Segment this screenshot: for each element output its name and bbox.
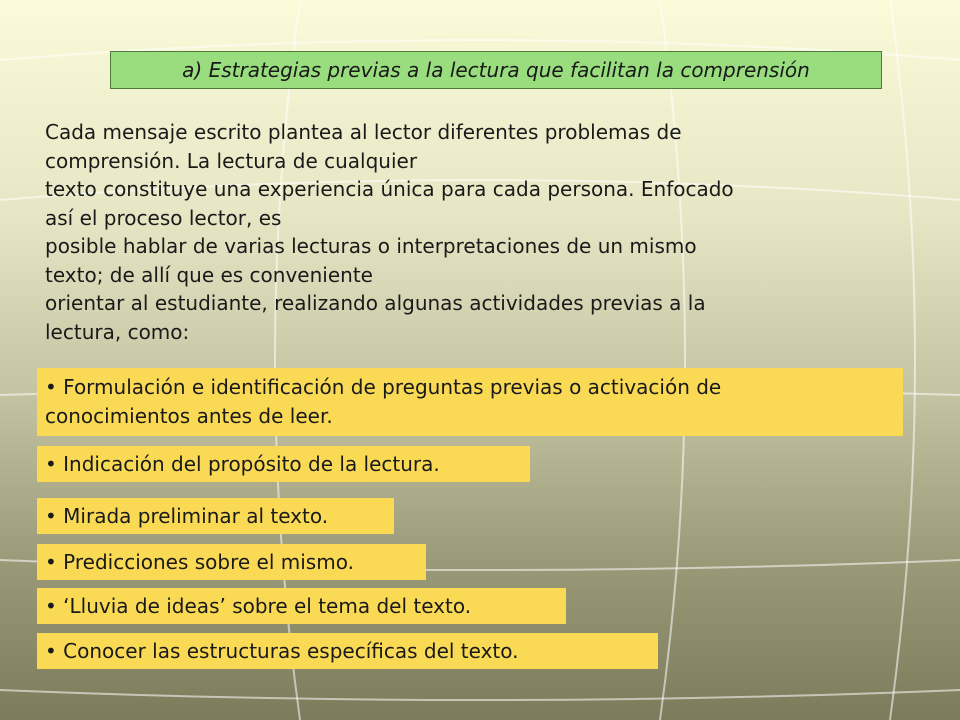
paragraph-line: texto; de allí que es conveniente [45, 262, 373, 287]
bullet-text: • Formulación e identificación de preguntas previas o activación de [45, 375, 722, 399]
paragraph-line: lectura, como: [45, 319, 190, 344]
slide-title: a) Estrategias previas a la lectura que facilitan la comprensión [182, 58, 810, 82]
bullet-text: • ‘Lluvia de ideas’ sobre el tema del texto. [45, 594, 472, 618]
paragraph-line: posible hablar de varias lecturas o interpretaciones de un mismo [45, 234, 697, 258]
paragraph-line: comprensión. La lectura de cualquier [45, 148, 418, 173]
title-box [110, 51, 882, 89]
bullet-text: • Predicciones sobre el mismo. [45, 550, 354, 574]
bullet-item-proposito [37, 446, 530, 482]
paragraph-line: Cada mensaje escrito plantea al lector diferentes problemas de [45, 120, 682, 144]
bullet-item-mirada-preliminar [37, 498, 394, 534]
paragraph-line: texto constituye una experiencia única para cada persona. Enfocado [45, 177, 734, 201]
bullet-text: conocimientos antes de leer. [45, 404, 333, 428]
bullet-text: • Conocer las estructuras específicas del texto. [45, 639, 519, 663]
intro-paragraph [45, 118, 915, 346]
bullet-item-lluvia-de-ideas [37, 588, 566, 624]
bullet-item-estructuras [37, 633, 658, 669]
bullet-item-predicciones [37, 544, 426, 580]
bullet-text: • Mirada preliminar al texto. [45, 504, 329, 528]
bullet-item-preguntas-previas [37, 368, 903, 436]
bullet-text: • Indicación del propósito de la lectura. [45, 452, 440, 476]
paragraph-line: orientar al estudiante, realizando algunas actividades previas a la [45, 291, 706, 315]
paragraph-line: así el proceso lector, es [45, 205, 282, 230]
